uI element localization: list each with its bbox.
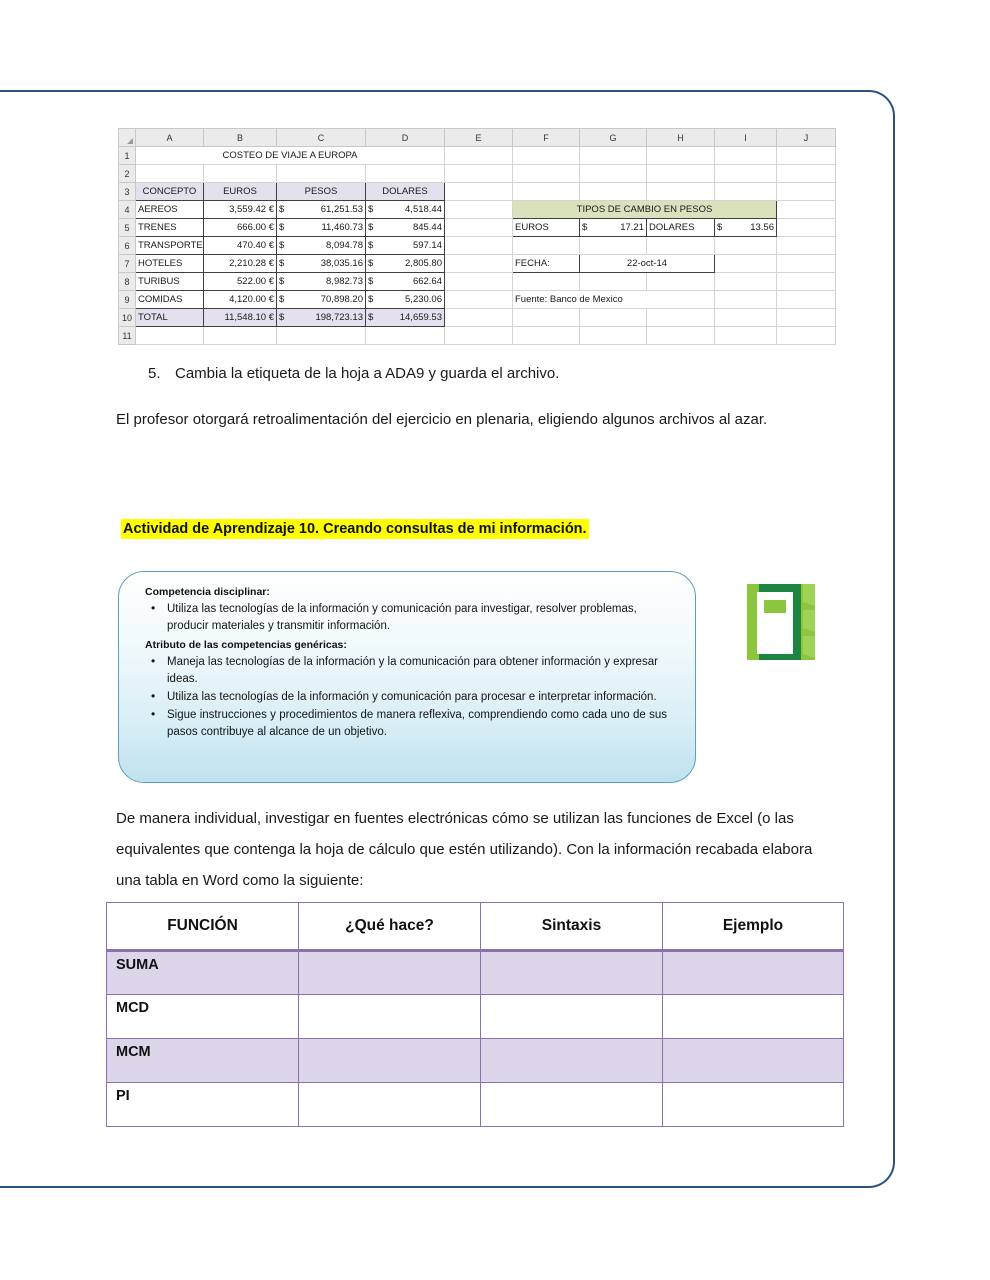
pesos-value: 198,723.13 xyxy=(315,312,363,323)
pesos-currency-symbol: $ xyxy=(279,204,285,215)
cell-j11[interactable] xyxy=(777,327,836,345)
row-header-10[interactable]: 10 xyxy=(119,309,136,327)
dolares-currency-symbol: $ xyxy=(368,240,374,251)
feedback-paragraph: El profesor otorgará retroalimentación del ejercicio en plenaria, eligiendo algunos archivos al azar. xyxy=(116,411,768,428)
column-header-i[interactable]: I xyxy=(715,129,777,147)
sheet-row-6 xyxy=(119,237,836,255)
cell-dolares-turibus[interactable] xyxy=(366,273,445,291)
cell-i11[interactable] xyxy=(715,327,777,345)
column-header-sintaxis: Sintaxis xyxy=(481,903,663,951)
cell-exchange-dolares-label[interactable]: DOLARES xyxy=(647,219,715,237)
pesos-value: 8,982.73 xyxy=(326,276,363,287)
cell-e2[interactable] xyxy=(445,165,513,183)
investigation-paragraph: De manera individual, investigar en fuentes electrónicas cómo se utilizan las funciones de Excel (o las equivalentes que contenga la hoja de cálculo que estén utilizando). Con la información recabada elabora una tabla en Word como la siguiente: xyxy=(116,810,813,889)
cell-euros-aereos[interactable]: 3,559.42 € xyxy=(204,201,277,219)
cell-pesos-trenes[interactable] xyxy=(277,219,366,237)
pesos-currency-symbol: $ xyxy=(279,276,285,287)
column-header-b[interactable]: B xyxy=(204,129,277,147)
pesos-value: 8,094.78 xyxy=(326,240,363,251)
cell-sintaxis-mcd[interactable] xyxy=(481,995,663,1039)
dolares-value: 845.44 xyxy=(412,222,442,233)
cell-euros-hoteles[interactable]: 2,210.28 € xyxy=(204,255,277,273)
sheet-row-4 xyxy=(119,201,836,219)
cell-exchange-dolares-rate[interactable] xyxy=(715,219,777,237)
cell-f10[interactable] xyxy=(513,309,580,327)
cell-h11[interactable] xyxy=(647,327,715,345)
pesos-currency-symbol: $ xyxy=(279,312,285,323)
cell-d2[interactable] xyxy=(366,165,445,183)
cell-j10[interactable] xyxy=(777,309,836,327)
cell-pesos-comidas[interactable] xyxy=(277,291,366,309)
cell-g6[interactable] xyxy=(580,237,647,255)
cell-a11[interactable] xyxy=(136,327,204,345)
cell-ejemplo-suma[interactable] xyxy=(663,951,844,995)
cell-e9[interactable] xyxy=(445,291,513,309)
pesos-value: 61,251.53 xyxy=(320,204,363,215)
cell-exchange-euros-rate[interactable] xyxy=(580,219,647,237)
function-table xyxy=(106,902,844,1127)
cell-concepto-header[interactable]: CONCEPTO xyxy=(136,183,204,201)
cell-total-dolares[interactable] xyxy=(366,309,445,327)
cell-que-hace-suma[interactable] xyxy=(299,951,481,995)
cell-h3[interactable] xyxy=(647,183,715,201)
table-header-row xyxy=(107,903,844,951)
cell-total-label[interactable]: TOTAL xyxy=(136,309,204,327)
cell-concepto-comidas[interactable]: COMIDAS xyxy=(136,291,204,309)
cell-g11[interactable] xyxy=(580,327,647,345)
cell-f11[interactable] xyxy=(513,327,580,345)
cell-pesos-hoteles[interactable] xyxy=(277,255,366,273)
cell-concepto-transporte[interactable]: TRANSPORTE xyxy=(136,237,204,255)
cell-j7[interactable] xyxy=(777,255,836,273)
cell-e8[interactable] xyxy=(445,273,513,291)
cell-fecha-label[interactable]: FECHA: xyxy=(513,255,580,273)
cell-g1[interactable] xyxy=(580,147,647,165)
dolares-currency-symbol: $ xyxy=(368,312,374,323)
competency-genericas-list xyxy=(145,654,673,741)
cell-b2[interactable] xyxy=(204,165,277,183)
dolares-value: 4,518.44 xyxy=(405,204,442,215)
competency-disciplinar-title: Competencia disciplinar: xyxy=(145,586,270,598)
sheet-row-11 xyxy=(119,327,836,345)
sheet-row-7 xyxy=(119,255,836,273)
column-header-ejemplo: Ejemplo xyxy=(663,903,844,951)
cell-title[interactable]: COSTEO DE VIAJE A EUROPA xyxy=(136,147,445,165)
row-header-8[interactable]: 8 xyxy=(119,273,136,291)
cell-g8[interactable] xyxy=(580,273,647,291)
cell-f3[interactable] xyxy=(513,183,580,201)
dolar-rate-value: 13.56 xyxy=(750,222,774,233)
table-row xyxy=(107,995,844,1039)
pesos-currency-symbol: $ xyxy=(279,222,285,233)
competency-box xyxy=(118,571,696,783)
dolares-value: 2,805.80 xyxy=(405,258,442,269)
sheet-row-9 xyxy=(119,291,836,309)
cell-j4[interactable] xyxy=(777,201,836,219)
cell-dolares-trenes[interactable] xyxy=(366,219,445,237)
cell-g10[interactable] xyxy=(580,309,647,327)
cell-concepto-hoteles[interactable]: HOTELES xyxy=(136,255,204,273)
cell-funcion-mcm[interactable]: MCM xyxy=(107,1039,299,1083)
cell-h2[interactable] xyxy=(647,165,715,183)
cell-j2[interactable] xyxy=(777,165,836,183)
spreadsheet-screenshot xyxy=(118,128,835,345)
spreadsheet-grid xyxy=(118,128,836,345)
cell-concepto-trenes[interactable]: TRENES xyxy=(136,219,204,237)
dolares-value: 597.14 xyxy=(412,240,442,251)
cell-h10[interactable] xyxy=(647,309,715,327)
sheet-row-10 xyxy=(119,309,836,327)
cell-euros-comidas[interactable]: 4,120.00 € xyxy=(204,291,277,309)
row-header-2[interactable]: 2 xyxy=(119,165,136,183)
euro-currency-symbol: $ xyxy=(582,222,588,233)
sheet-row-8 xyxy=(119,273,836,291)
list-item: • Utiliza las tecnologías de la información y comunicación para procesar e interpretar información. xyxy=(167,689,673,706)
table-row xyxy=(107,1083,844,1127)
cell-i7[interactable] xyxy=(715,255,777,273)
cell-d11[interactable] xyxy=(366,327,445,345)
cell-i9[interactable] xyxy=(715,291,777,309)
cell-funcion-suma[interactable]: SUMA xyxy=(107,951,299,995)
cell-pesos-transporte[interactable] xyxy=(277,237,366,255)
cell-h6[interactable] xyxy=(647,237,715,255)
dolares-currency-symbol: $ xyxy=(368,258,374,269)
column-header-c[interactable]: C xyxy=(277,129,366,147)
cell-f6[interactable] xyxy=(513,237,580,255)
cell-c11[interactable] xyxy=(277,327,366,345)
competency-disciplinar-list xyxy=(145,601,673,635)
column-header-row xyxy=(119,129,836,147)
cell-concepto-aereos[interactable]: AEREOS xyxy=(136,201,204,219)
cell-f1[interactable] xyxy=(513,147,580,165)
dolares-currency-symbol: $ xyxy=(368,222,374,233)
cell-funcion-mcd[interactable]: MCD xyxy=(107,995,299,1039)
cell-euros-trenes[interactable]: 666.00 € xyxy=(204,219,277,237)
cell-e3[interactable] xyxy=(445,183,513,201)
activity-heading xyxy=(121,519,589,539)
cell-exchange-euros-label[interactable]: EUROS xyxy=(513,219,580,237)
cell-total-pesos[interactable] xyxy=(277,309,366,327)
cell-b11[interactable] xyxy=(204,327,277,345)
dolares-value: 662.64 xyxy=(412,276,442,287)
competency-genericas-title: Atributo de las competencias genéricas: xyxy=(145,639,347,651)
notebook-icon xyxy=(733,576,823,668)
column-header-h[interactable]: H xyxy=(647,129,715,147)
step-text: Cambia la etiqueta de la hoja a ADA9 y guarda el archivo. xyxy=(175,365,560,382)
row-header-4[interactable]: 4 xyxy=(119,201,136,219)
cell-tipos-cambio-band[interactable]: TIPOS DE CAMBIO EN PESOS xyxy=(513,201,777,219)
cell-i1[interactable] xyxy=(715,147,777,165)
table-row xyxy=(107,1039,844,1083)
cell-a2[interactable] xyxy=(136,165,204,183)
pesos-value: 11,460.73 xyxy=(321,222,363,233)
cell-funcion-pi[interactable]: PI xyxy=(107,1083,299,1127)
column-header-e[interactable]: E xyxy=(445,129,513,147)
cell-euros-turibus[interactable]: 522.00 € xyxy=(204,273,277,291)
cell-euros-transporte[interactable]: 470.40 € xyxy=(204,237,277,255)
cell-e6[interactable] xyxy=(445,237,513,255)
cell-sintaxis-mcm[interactable] xyxy=(481,1039,663,1083)
cell-fecha-value[interactable]: 22-oct-14 xyxy=(580,255,715,273)
cell-dolares-aereos[interactable] xyxy=(366,201,445,219)
cell-j6[interactable] xyxy=(777,237,836,255)
cell-dolares-header[interactable]: DOLARES xyxy=(366,183,445,201)
row-header-5[interactable]: 5 xyxy=(119,219,136,237)
dolares-currency-symbol: $ xyxy=(368,294,374,305)
list-item: • Sigue instrucciones y procedimientos de manera reflexiva, comprendiendo como cada uno de sus pasos contribuye al alcance de un objetivo. xyxy=(167,707,673,741)
cell-i8[interactable] xyxy=(715,273,777,291)
select-all-corner[interactable] xyxy=(119,129,136,147)
row-header-11[interactable]: 11 xyxy=(119,327,136,345)
cell-que-hace-pi[interactable] xyxy=(299,1083,481,1127)
column-header-d[interactable]: D xyxy=(366,129,445,147)
cell-f8[interactable] xyxy=(513,273,580,291)
cell-e1[interactable] xyxy=(445,147,513,165)
list-item: • Utiliza las tecnologías de la información y comunicación para investigar, resolver problemas, producir materiales y transmitir información. xyxy=(167,601,673,635)
cell-j3[interactable] xyxy=(777,183,836,201)
row-header-3[interactable]: 3 xyxy=(119,183,136,201)
dolares-currency-symbol: $ xyxy=(368,204,374,215)
column-header-f[interactable]: F xyxy=(513,129,580,147)
sheet-row-3 xyxy=(119,183,836,201)
cell-j5[interactable] xyxy=(777,219,836,237)
cell-c2[interactable] xyxy=(277,165,366,183)
pesos-value: 70,898.20 xyxy=(320,294,363,305)
row-header-7[interactable]: 7 xyxy=(119,255,136,273)
dolares-value: 14,659.53 xyxy=(399,312,442,323)
row-header-9[interactable]: 9 xyxy=(119,291,136,309)
cell-pesos-turibus[interactable] xyxy=(277,273,366,291)
pesos-value: 38,035.16 xyxy=(320,258,363,269)
pesos-currency-symbol: $ xyxy=(279,294,285,305)
cell-pesos-aereos[interactable] xyxy=(277,201,366,219)
cell-sintaxis-pi[interactable] xyxy=(481,1083,663,1127)
column-header-j[interactable]: J xyxy=(777,129,836,147)
table-row xyxy=(107,951,844,995)
cell-sintaxis-suma[interactable] xyxy=(481,951,663,995)
cell-i10[interactable] xyxy=(715,309,777,327)
cell-j8[interactable] xyxy=(777,273,836,291)
cell-g3[interactable] xyxy=(580,183,647,201)
cell-f2[interactable] xyxy=(513,165,580,183)
sheet-row-5 xyxy=(119,219,836,237)
column-header-que-hace: ¿Qué hace? xyxy=(299,903,481,951)
euro-rate-value: 17.21 xyxy=(620,222,644,233)
cell-e11[interactable] xyxy=(445,327,513,345)
cell-dolares-transporte[interactable] xyxy=(366,237,445,255)
cell-que-hace-mcd[interactable] xyxy=(299,995,481,1039)
sheet-row-1 xyxy=(119,147,836,165)
cell-e5[interactable] xyxy=(445,219,513,237)
column-header-g[interactable]: G xyxy=(580,129,647,147)
cell-g2[interactable] xyxy=(580,165,647,183)
row-header-1[interactable]: 1 xyxy=(119,147,136,165)
cell-h8[interactable] xyxy=(647,273,715,291)
activity-heading-text: Actividad de Aprendizaje 10. Creando consultas de mi información. xyxy=(123,521,587,537)
cell-i6[interactable] xyxy=(715,237,777,255)
column-header-a[interactable]: A xyxy=(136,129,204,147)
cell-dolares-hoteles[interactable] xyxy=(366,255,445,273)
cell-i3[interactable] xyxy=(715,183,777,201)
list-item: • Maneja las tecnologías de la información y la comunicación para obtener información y expresar ideas. xyxy=(167,654,673,688)
cell-j1[interactable] xyxy=(777,147,836,165)
cell-concepto-turibus[interactable]: TURIBUS xyxy=(136,273,204,291)
cell-dolares-comidas[interactable] xyxy=(366,291,445,309)
cell-fuente[interactable]: Fuente: Banco de Mexico xyxy=(513,291,715,309)
column-header-funcion: FUNCIÓN xyxy=(107,903,299,951)
dolar-currency-symbol: $ xyxy=(717,222,723,233)
cell-h1[interactable] xyxy=(647,147,715,165)
cell-euros-header[interactable]: EUROS xyxy=(204,183,277,201)
cell-ejemplo-mcm[interactable] xyxy=(663,1039,844,1083)
cell-total-euros[interactable]: 11,548.10 € xyxy=(204,309,277,327)
dolares-value: 5,230.06 xyxy=(405,294,442,305)
sheet-row-2 xyxy=(119,165,836,183)
cell-e7[interactable] xyxy=(445,255,513,273)
cell-e4[interactable] xyxy=(445,201,513,219)
cell-e10[interactable] xyxy=(445,309,513,327)
dolares-currency-symbol: $ xyxy=(368,276,374,287)
cell-que-hace-mcm[interactable] xyxy=(299,1039,481,1083)
cell-ejemplo-mcd[interactable] xyxy=(663,995,844,1039)
step-number: 5. xyxy=(148,365,161,382)
cell-j9[interactable] xyxy=(777,291,836,309)
cell-pesos-header[interactable]: PESOS xyxy=(277,183,366,201)
row-header-6[interactable]: 6 xyxy=(119,237,136,255)
instruction-step-5 xyxy=(148,358,848,389)
cell-ejemplo-pi[interactable] xyxy=(663,1083,844,1127)
pesos-currency-symbol: $ xyxy=(279,240,285,251)
pesos-currency-symbol: $ xyxy=(279,258,285,269)
cell-i2[interactable] xyxy=(715,165,777,183)
